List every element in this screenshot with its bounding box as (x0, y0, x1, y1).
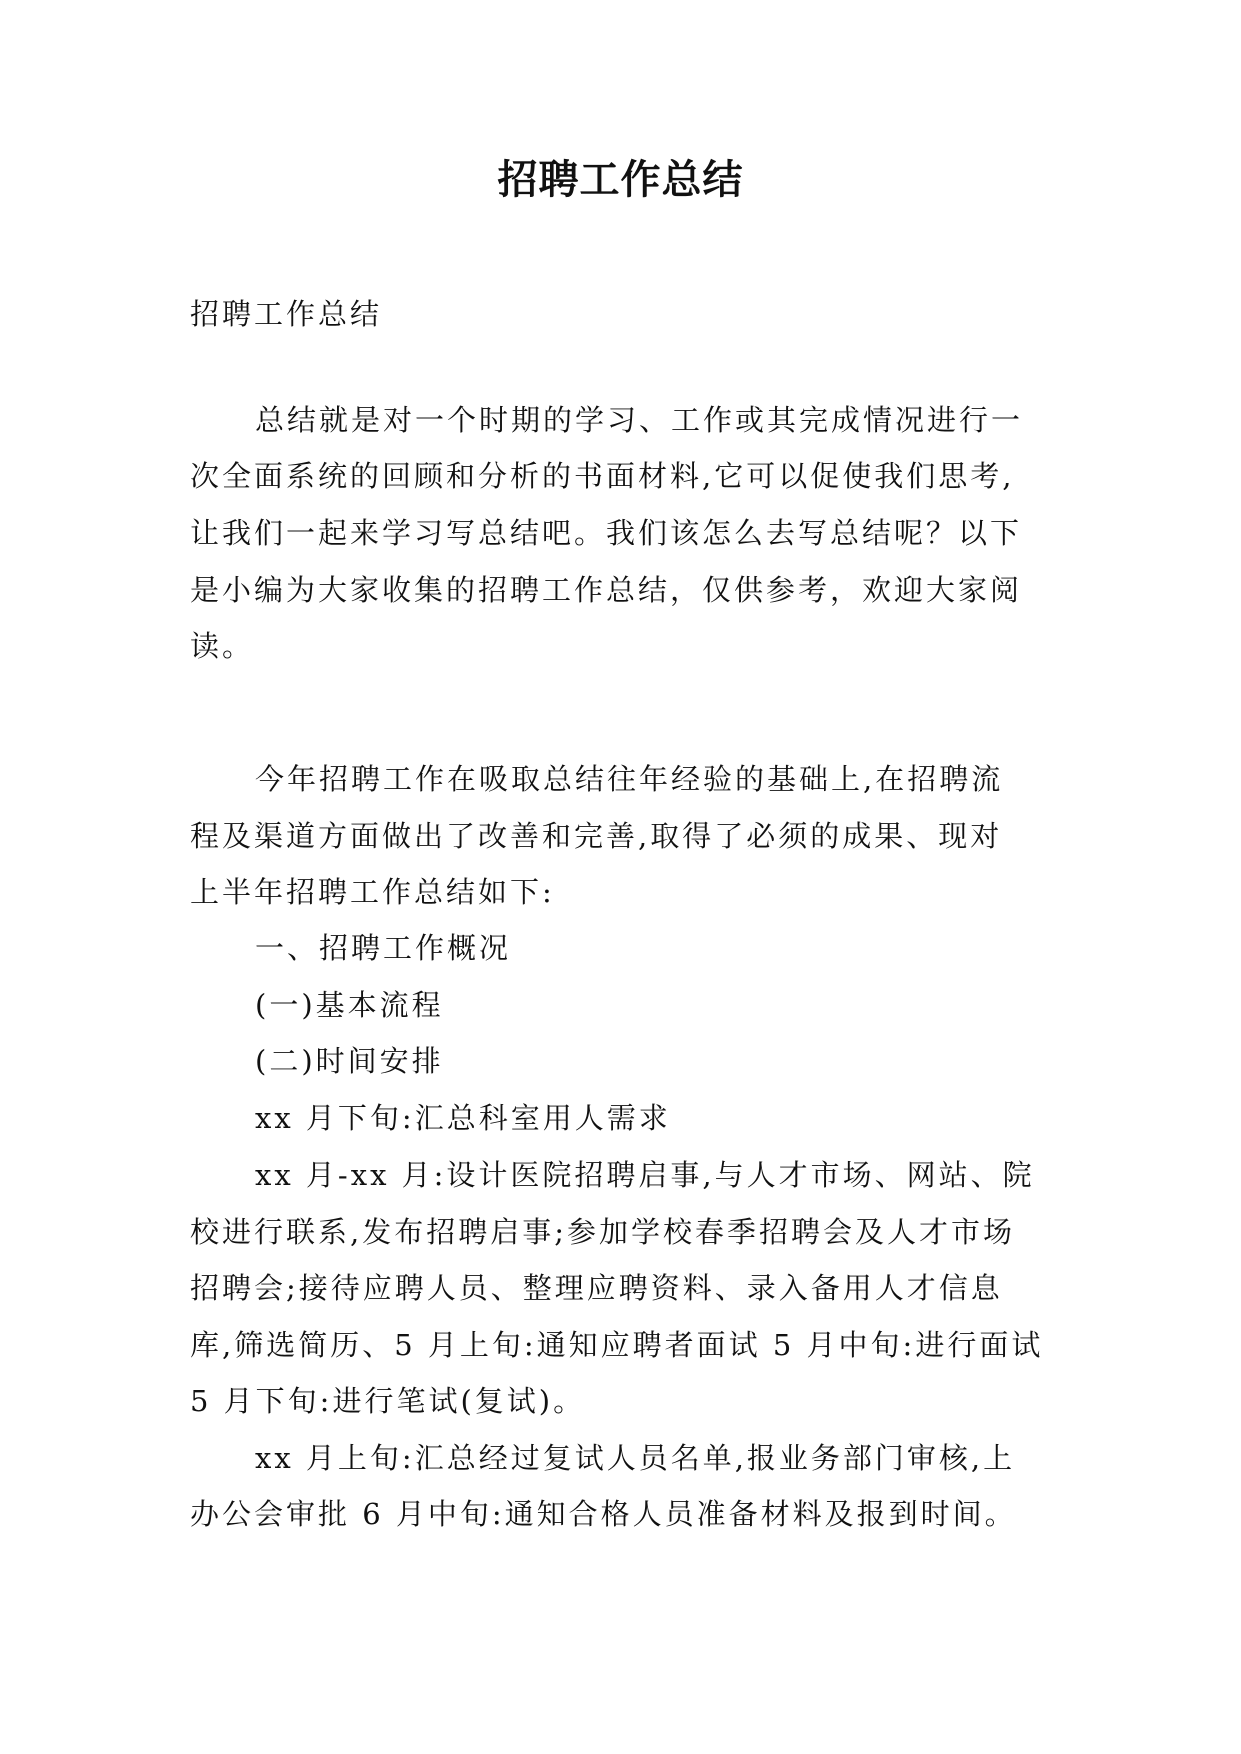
schedule-item-2-line-1: xx 月-xx 月:设计医院招聘启事,与人才市场、网站、院 (255, 1158, 1035, 1192)
schedule-item-2-line-3: 招聘会;接待应聘人员、整理应聘资料、录入备用人才信息 (190, 1271, 1003, 1305)
intro-line-4: 是小编为大家收集的招聘工作总结，仅供参考，欢迎大家阅 (190, 573, 1023, 607)
schedule-item-2-line-4: 库,筛选简历、5 月上旬:通知应聘者面试 5 月中旬:进行面试 (190, 1328, 1044, 1362)
schedule-item-3-line-1: xx 月上旬:汇总经过复试人员名单,报业务部门审核,上 (255, 1441, 1016, 1475)
intro-line-5: 读。 (190, 629, 255, 663)
schedule-item-2-line-2: 校进行联系,发布招聘启事;参加学校春季招聘会及人才市场 (190, 1215, 1015, 1249)
document-title: 招聘工作总结 (497, 157, 744, 203)
intro-line-2: 次全面系统的回顾和分析的书面材料,它可以促使我们思考, (190, 459, 1015, 493)
intro-line-1: 总结就是对一个时期的学习、工作或其完成情况进行一 (255, 403, 1024, 437)
section-heading: 一、招聘工作概况 (255, 931, 512, 965)
subsection-basic-process: (一)基本流程 (255, 988, 444, 1022)
summary-line-2: 程及渠道方面做出了改善和完善,取得了必须的成果、现对 (190, 819, 1003, 853)
intro-line-3: 让我们一起来学习写总结吧。我们该怎么去写总结呢？以下 (190, 516, 1023, 550)
schedule-item-1: xx 月下旬:汇总科室用人需求 (255, 1101, 671, 1135)
schedule-item-2-line-5: 5 月下旬:进行笔试(复试)。 (190, 1384, 586, 1418)
summary-line-1: 今年招聘工作在吸取总结往年经验的基础上,在招聘流 (255, 762, 1004, 796)
subsection-schedule: (二)时间安排 (255, 1044, 444, 1078)
schedule-item-3-line-2: 办公会审批 6 月中旬:通知合格人员准备材料及报到时间。 (190, 1497, 1017, 1531)
summary-line-3: 上半年招聘工作总结如下: (190, 875, 555, 909)
document-subtitle: 招聘工作总结 (190, 297, 383, 331)
